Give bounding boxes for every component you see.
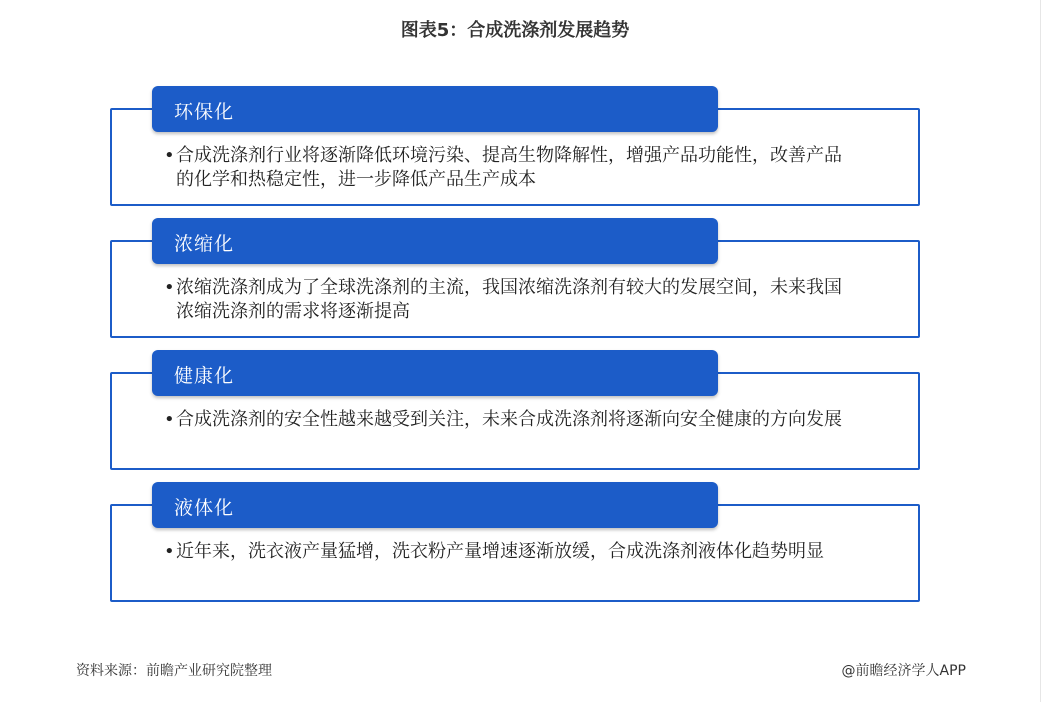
trend-label: 环保化 bbox=[174, 101, 235, 123]
trend-description bbox=[164, 144, 856, 192]
trend-text: 合成洗涤剂的安全性越来越受到关注，未来合成洗涤剂将逐渐向安全健康的方向发展 bbox=[176, 409, 842, 430]
bullet-icon: • bbox=[164, 541, 175, 562]
trend-description bbox=[164, 276, 856, 324]
chart-title: 图表5：合成洗涤剂发展趋势 bbox=[400, 20, 630, 41]
credit-note: @前瞻经济学人APP bbox=[841, 663, 966, 679]
trend-label: 健康化 bbox=[174, 365, 235, 387]
trend-label: 液体化 bbox=[174, 497, 235, 519]
bullet-icon: • bbox=[164, 409, 175, 430]
trend-text: 浓缩洗涤剂成为了全球洗涤剂的主流，我国浓缩洗涤剂有较大的发展空间，未来我国浓缩洗涤剂的需求将逐渐提高 bbox=[176, 277, 842, 322]
page-edge-rule bbox=[1040, 0, 1041, 702]
trend-description bbox=[164, 408, 856, 432]
bullet-icon: • bbox=[164, 277, 175, 298]
trend-description bbox=[164, 540, 856, 564]
source-note: 资料来源：前瞻产业研究院整理 bbox=[76, 663, 272, 679]
trend-text: 近年来，洗衣液产量猛增，洗衣粉产量增速逐渐放缓，合成洗涤剂液体化趋势明显 bbox=[176, 541, 824, 562]
trend-tag bbox=[152, 218, 718, 264]
trend-label: 浓缩化 bbox=[174, 233, 235, 255]
trend-tag bbox=[152, 86, 718, 132]
trend-text: 合成洗涤剂行业将逐渐降低环境污染、提高生物降解性，增强产品功能性，改善产品的化学和热稳定性，进一步降低产品生产成本 bbox=[176, 145, 842, 190]
trend-tag bbox=[152, 482, 718, 528]
trend-tag bbox=[152, 350, 718, 396]
bullet-icon: • bbox=[164, 145, 175, 166]
